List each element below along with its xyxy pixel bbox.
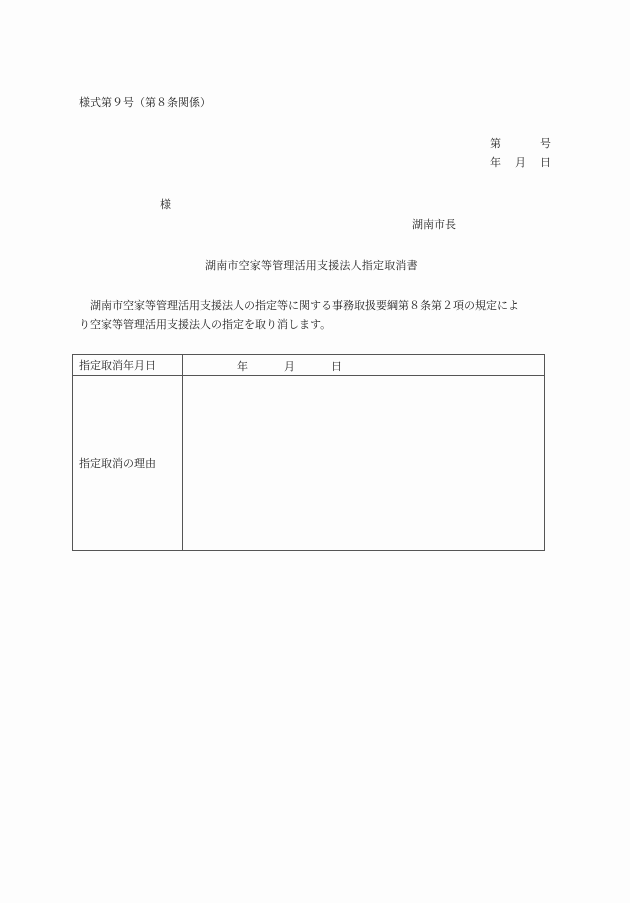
revocation-date-label: 指定取消年月日 (73, 355, 183, 376)
doc-number-suffix: 号 (540, 137, 551, 150)
body-line-1: 湖南市空家等管理活用支援法人の指定等に関する事務取扱要綱第８条第２項の規定によ (90, 299, 519, 312)
revocation-month-label: 月 (284, 360, 295, 373)
date-month-label: 月 (515, 156, 526, 169)
revocation-reason-field[interactable] (183, 376, 545, 551)
revocation-reason-label: 指定取消の理由 (73, 376, 183, 551)
table-row-revocation-date (73, 355, 545, 376)
issuer-name: 湖南市長 (412, 218, 456, 231)
revocation-year-label: 年 (237, 360, 248, 373)
body-line-2: り空家等管理活用支援法人の指定を取り消します。 (79, 318, 332, 331)
form-number: 様式第９号（第８条関係） (79, 96, 211, 109)
date-year-label: 年 (490, 156, 501, 169)
revocation-day-label: 日 (331, 360, 342, 373)
doc-number-prefix: 第 (490, 137, 501, 150)
revocation-table (72, 354, 545, 551)
date-day-label: 日 (540, 156, 551, 169)
revocation-date-field[interactable] (183, 355, 545, 376)
addressee: 様 (160, 198, 171, 211)
table-row-revocation-reason (73, 376, 545, 551)
document-title: 湖南市空家等管理活用支援法人指定取消書 (205, 259, 418, 272)
body-text (79, 296, 551, 334)
